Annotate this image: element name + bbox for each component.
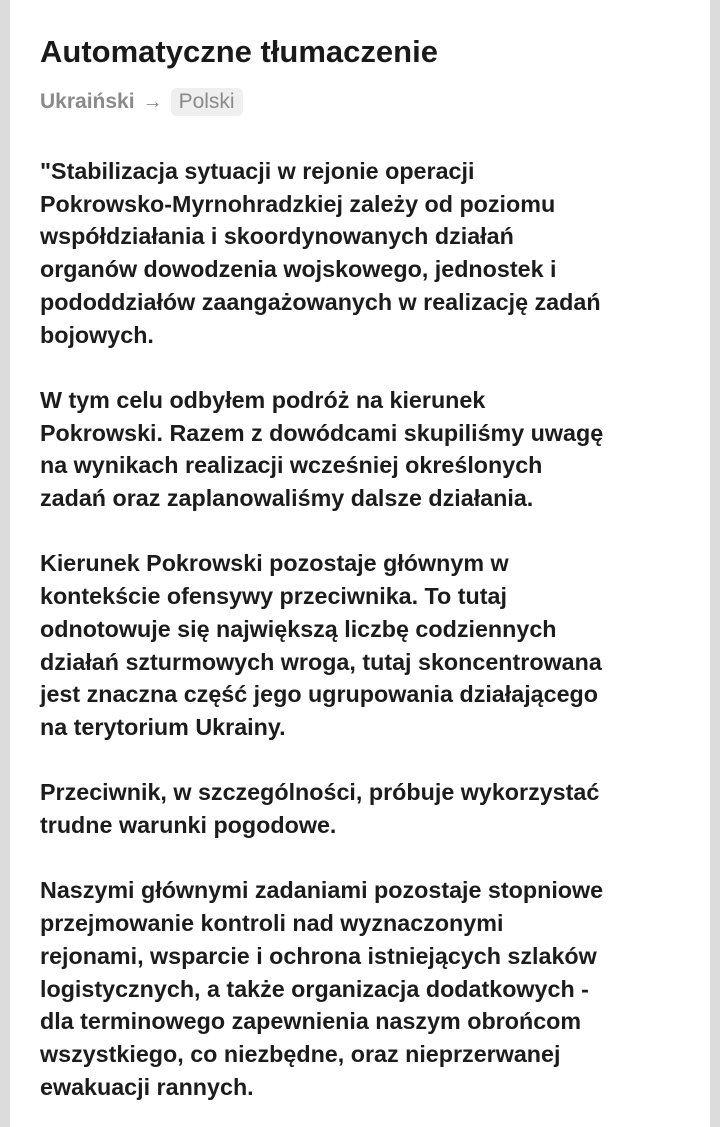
- translated-text: [40, 155, 690, 1103]
- target-language-chip[interactable]: Polski: [171, 88, 243, 116]
- language-selector-row: [40, 86, 243, 118]
- translated-paragraph: "Stabilizacja sytuacji w rejonie operacji Pokrowsko-Myrnohradzkiej zależy od poziomu współdziałania i skoordynowanych działań organów dowodzenia wojskowego, jednostek i pododdziałów zaangażowanych w realizację zadań bojowych.: [40, 158, 601, 348]
- translated-paragraph: Przeciwnik, w szczególności, próbuje wykorzystać trudne warunki pogodowe.: [40, 779, 600, 839]
- translation-sheet: [10, 0, 710, 1127]
- translated-paragraph: W tym celu odbyłem podróż na kierunek Pokrowski. Razem z dowódcami skupiliśmy uwagę na wynikach realizacji wcześniej określonych zadań oraz zaplanowaliśmy dalsze działania.: [40, 386, 604, 512]
- arrow-right-icon: →: [142, 90, 163, 113]
- sheet-title: Automatyczne tłumaczenie: [40, 34, 438, 69]
- translated-paragraph: Kierunek Pokrowski pozostaje głównym w kontekście ofensywy przeciwnika. To tutaj odnotowuje się największą liczbę codziennych działań szturmowych wroga, tutaj skoncentrowana jest znaczna część jego ugrupowania działającego na terytorium Ukrainy.: [40, 550, 602, 740]
- translated-paragraph: Naszymi głównymi zadaniami pozostaje stopniowe przejmowanie kontroli nad wyznaczonymi rejonami, wsparcie i ochrona istniejących szlaków logistycznych, a także organizacja dodatkowych - dla terminowego zapewnienia naszym obrońcom wszystkiego, co niezbędne, oraz nieprzerwanej ewakuacji rannych.: [40, 877, 604, 1100]
- source-language[interactable]: Ukraiński: [40, 90, 135, 113]
